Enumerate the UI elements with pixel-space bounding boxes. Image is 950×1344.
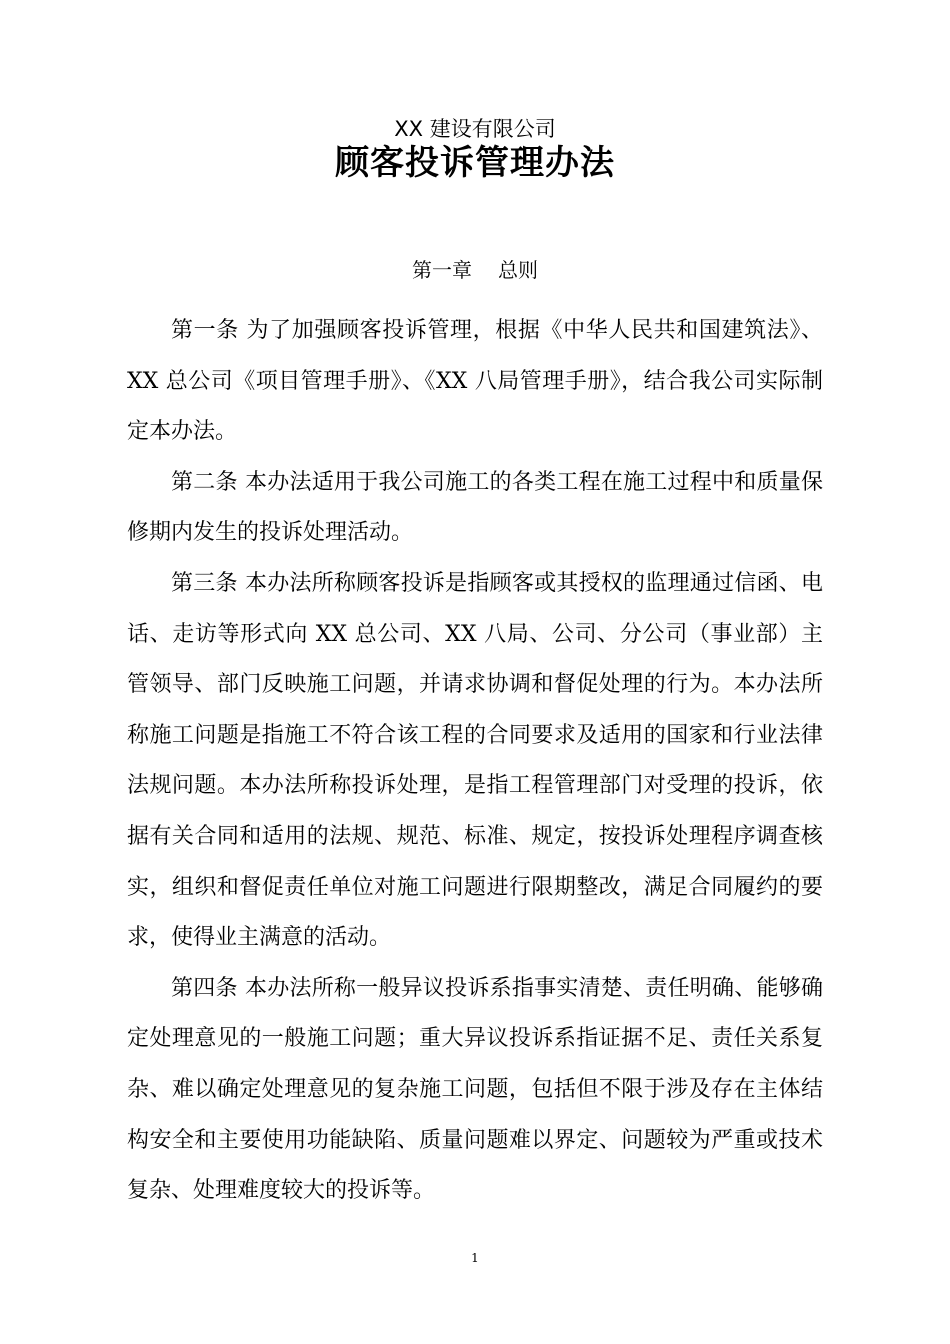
chapter-name: 总则 xyxy=(498,258,538,282)
document-title: 顾客投诉管理办法 xyxy=(335,143,615,183)
article-label: 第三条 xyxy=(171,570,238,596)
article-4 xyxy=(127,964,823,1217)
chapter-number: 第一章 xyxy=(412,258,472,282)
article-text: 为了加强顾客投诉管理，根据《中华人民共和国建筑法》、XX 总公司《项目管理手册》、《XX 八局管理手册》，结合我公司实际制定本办法。 xyxy=(127,318,823,445)
article-2 xyxy=(127,458,823,559)
article-1 xyxy=(127,306,823,458)
document-body xyxy=(127,306,823,1217)
article-label: 第四条 xyxy=(171,975,238,1001)
article-text: 本办法适用于我公司施工的各类工程在施工过程中和质量保修期内发生的投诉处理活动。 xyxy=(127,469,823,546)
article-text: 本办法所称顾客投诉是指顾客或其授权的监理通过信函、电话、走访等形式向 XX 总公司、XX 八局、公司、分公司（事业部）主管领导、部门反映施工问题，并请求协调和督促处理的行为。本办法所称施工问题是指施工不符合该工程的合同要求及适用的国家和行业法律法规问题。本办法所称投诉处理，是指工程管理部门对受理的投诉，依据有关合同和适用的法规、规范、标准、规定，按投诉处理程序调查核实，组织和督促责任单位对施工问题进行限期整改，满足合同履约的要求，使得业主满意的活动。 xyxy=(127,570,823,951)
page-number: 1 xyxy=(471,1251,479,1265)
article-label: 第一条 xyxy=(171,318,239,343)
article-3 xyxy=(127,559,823,964)
company-name: XX 建设有限公司 xyxy=(394,117,556,141)
chapter-heading xyxy=(0,255,950,285)
article-text: 本办法所称一般异议投诉系指事实清楚、责任明确、能够确定处理意见的一般施工问题；重大异议投诉系指证据不足、责任关系复杂、难以确定处理意见的复杂施工问题，包括但不限于涉及存在主体结构安全和主要使用功能缺陷、质量问题难以界定、问题较为严重或技术复杂、处理难度较大的投诉等。 xyxy=(127,975,823,1204)
article-label: 第二条 xyxy=(171,469,238,495)
